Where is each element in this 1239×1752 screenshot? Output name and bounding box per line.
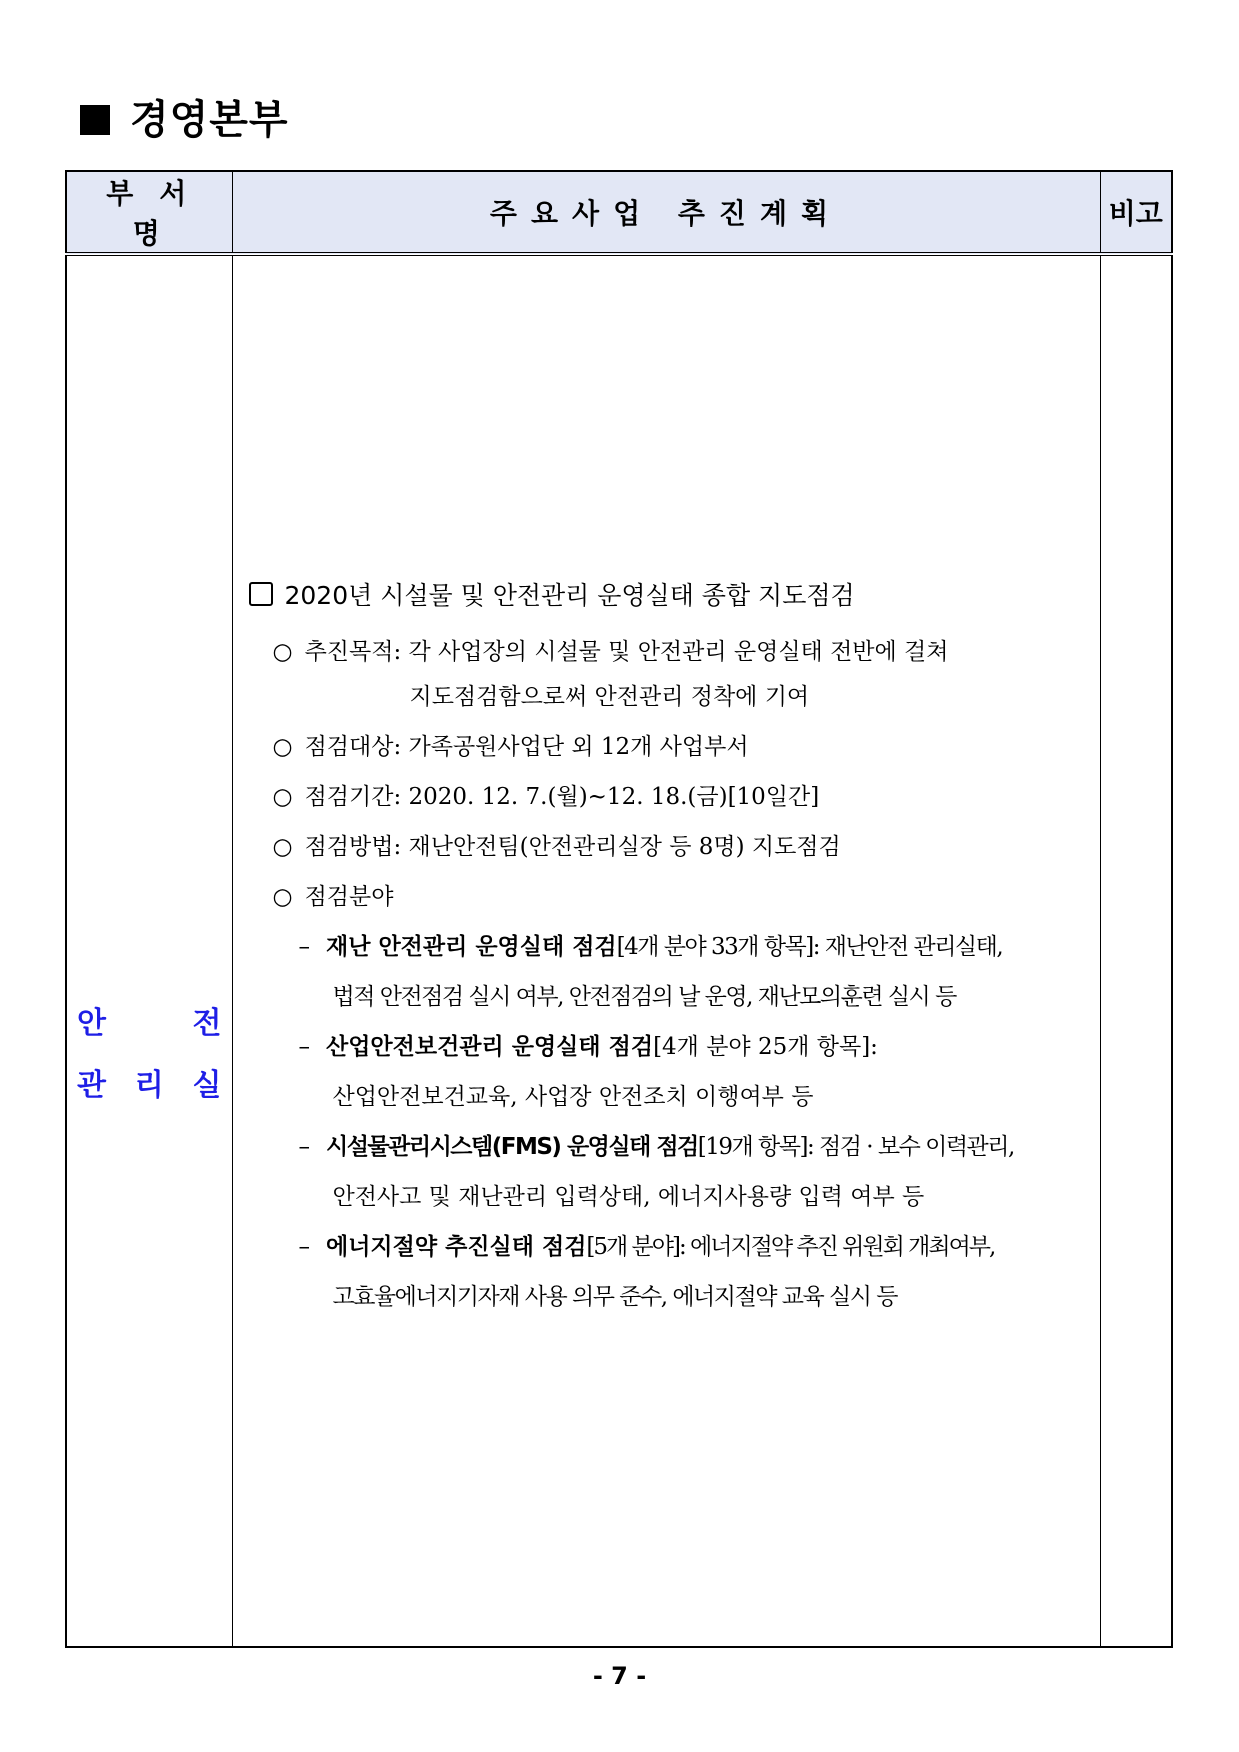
purpose-text-cont: 지도점검함으로써 안전관리 정착에 기여 (409, 684, 810, 710)
purpose-line-2 (410, 678, 810, 711)
dash-bullet-icon: – (298, 1234, 310, 1260)
sub-item-2-detail: [4개 분야 25개 항목]: (653, 1034, 878, 1060)
header-dept: 부서명 (66, 171, 232, 254)
header-note: 비고 (1100, 171, 1172, 254)
period-text: 점검기간: 2020. 12. 7.(월)~12. 18.(금)[10일간] (304, 784, 820, 810)
sub-item-3-line2 (333, 1178, 925, 1211)
sub-item-3 (299, 1128, 1014, 1161)
sub-item-4 (299, 1228, 995, 1261)
dept-cell (66, 254, 232, 1647)
table-row (66, 254, 1172, 1647)
sub-item-4-detail: [5개 분야]: 에너지절약 추진 위원회 개최여부, (586, 1234, 995, 1260)
dept-char: 전 (192, 1006, 222, 1041)
circle-bullet-icon: ○ (272, 734, 293, 760)
table-header-row (66, 171, 1172, 254)
circle-bullet-icon: ○ (272, 639, 293, 665)
purpose-text: 추진목적: 각 사업장의 시설물 및 안전관리 운영실태 전반에 걸쳐 (304, 639, 949, 665)
section-title (80, 88, 289, 145)
circle-bullet-icon: ○ (272, 884, 293, 910)
circle-bullet-icon: ○ (272, 834, 293, 860)
checkbox-square-icon (249, 582, 273, 606)
sub-item-4-cont: 고효율에너지기자재 사용 의무 준수, 에너지절약 교육 실시 등 (332, 1284, 897, 1310)
dept-char: 관 (77, 1068, 106, 1103)
header-plan: 주요사업 추진계획 (232, 171, 1100, 254)
purpose-line (273, 633, 949, 666)
method-text: 점검방법: 재난안전팀(안전관리실장 등 8명) 지도점검 (304, 834, 841, 860)
sub-item-2-title: 산업안전보건관리 운영실태 점검 (326, 1034, 654, 1060)
target-line (273, 728, 749, 761)
sub-item-1-detail: [4개 분야 33개 항목]: 재난안전 관리실태, (616, 934, 1003, 960)
sub-item-1 (299, 928, 1003, 961)
period-line (273, 778, 820, 811)
sub-item-2 (299, 1028, 878, 1061)
note-cell (1100, 254, 1172, 1647)
sub-item-1-cont: 법적 안전점검 실시 여부, 안전점검의 날 운영, 재난모의훈련 실시 등 (332, 984, 956, 1010)
field-line (273, 878, 394, 911)
item-title (249, 576, 855, 612)
dept-name-line2 (67, 1060, 232, 1104)
dept-name-line1 (67, 998, 232, 1042)
black-square-icon (80, 105, 110, 135)
dept-char: 안 (77, 1006, 106, 1041)
page-number: - 7 - (592, 1662, 647, 1690)
target-text: 점검대상: 가족공원사업단 외 12개 사업부서 (304, 734, 749, 760)
sub-item-4-title: 에너지절약 추진실태 점검 (326, 1234, 587, 1260)
section-title-text: 경영본부 (130, 97, 289, 143)
sub-item-1-line2 (333, 978, 956, 1011)
dept-char: 리 (134, 1068, 164, 1103)
item-title-text: 2020년 시설물 및 안전관리 운영실태 종합 지도점검 (284, 581, 855, 610)
sub-item-3-cont: 안전사고 및 재난관리 입력상태, 에너지사용량 입력 여부 등 (332, 1184, 925, 1210)
sub-item-1-title: 재난 안전관리 운영실태 점검 (326, 934, 617, 960)
dash-bullet-icon: – (298, 1034, 310, 1060)
sub-item-4-line2 (333, 1278, 897, 1311)
dash-bullet-icon: – (298, 1134, 310, 1160)
sub-item-2-line2 (333, 1078, 814, 1111)
plan-cell (232, 254, 1100, 1647)
sub-item-2-cont: 산업안전보건교육, 사업장 안전조치 이행여부 등 (332, 1084, 814, 1110)
method-line (273, 828, 841, 861)
circle-bullet-icon: ○ (272, 784, 293, 810)
field-text: 점검분야 (304, 884, 394, 910)
sub-item-3-title: 시설물관리시스템(FMS) 운영실태 점검 (326, 1134, 698, 1160)
dash-bullet-icon: – (298, 934, 310, 960)
plan-table (65, 170, 1173, 1648)
dept-char: 실 (192, 1068, 222, 1103)
sub-item-3-detail: [19개 항목]: 점검 · 보수 이력관리, (697, 1134, 1014, 1160)
